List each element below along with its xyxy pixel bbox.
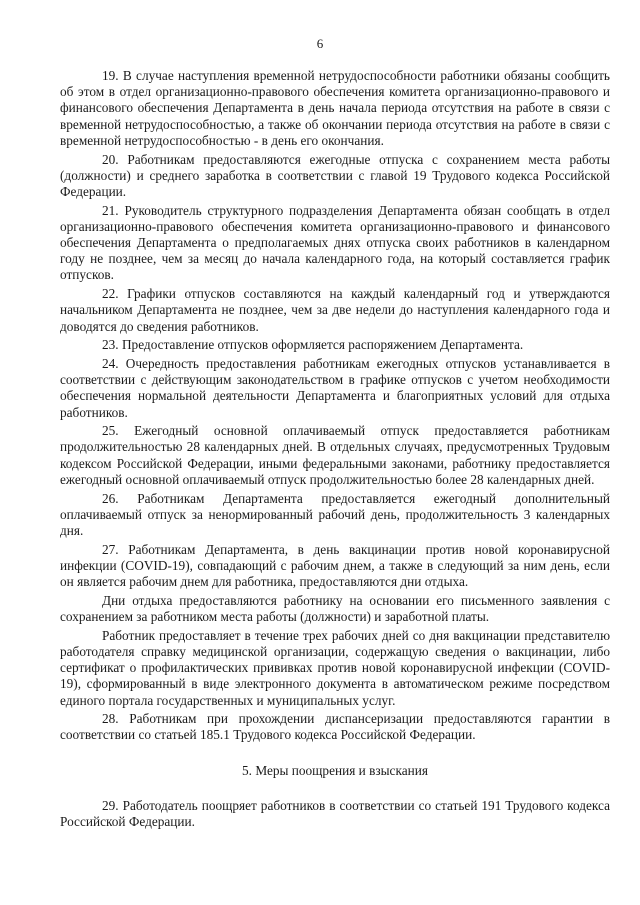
paragraph-29: 29. Работодатель поощряет работников в соответствии со статьей 191 Трудового кодекса Российской Федерации. xyxy=(60,797,610,830)
paragraph-24: 24. Очередность предоставления работникам ежегодных отпусков устанавливается в соответствии с действующим законодательством в графике отпусков с учетом необходимости обеспечения нормальной деятельности Департамента и благоприятных условий для отдыха работников. xyxy=(60,355,610,420)
paragraph-27-certificate: Работник предоставляет в течение трех рабочих дней со дня вакцинации представителю работодателя справку медицинской организации, содержащую сведения о вакцинации, либо сертификат о профилактических прививках против новой коронавирусной инфекции (COVID-19), сформированный в виде электронного документа в автоматическом режиме посредством единого портала государственных и муниципальных услуг. xyxy=(60,627,610,708)
paragraph-21: 21. Руководитель структурного подразделения Департамента обязан сообщать в отдел организационно-правового обеспечения комитета организационно-правового и финансового обеспечения Департамента о предполагаемых днях отпуска своих работников в календарном году не позднее, чем за месяц до начала календарного года, на который составляется график отпусков. xyxy=(60,202,610,283)
paragraph-22: 22. Графики отпусков составляются на каждый календарный год и утверждаются начальником Департамента не позднее, чем за две недели до наступления календарного года и доводятся до сведения работников. xyxy=(60,286,610,334)
page-number: 6 xyxy=(316,36,324,51)
paragraph-27: 27. Работникам Департамента, в день вакцинации против новой коронавирусной инфекции (COVID-19), совпадающий с рабочим днем, а также в следующий за ним день, если он является рабочим днем для работника, предоставляются дни отдыха. xyxy=(60,541,610,590)
paragraph-23: 23. Предоставление отпусков оформляется распоряжением Департамента. xyxy=(102,337,524,353)
paragraph-25: 25. Ежегодный основной оплачиваемый отпуск предоставляется работникам продолжительностью 28 календарных дней. В отдельных случаях, предусмотренных Трудовым кодексом Российской Федерации, иными федеральными законами, работнику предоставляется ежегодный основной оплачиваемый отпуск продолжительностью более 28 календарных дней. xyxy=(60,423,610,487)
paragraph-28: 28. Работникам при прохождении диспансеризации предоставляются гарантии в соответствии со статьей 185.1 Трудового кодекса Российской Федерации. xyxy=(60,711,610,743)
section-heading: 5. Меры поощрения и взыскания xyxy=(242,762,428,778)
document-body xyxy=(60,68,610,830)
paragraph-19: 19. В случае наступления временной нетрудоспособности работники обязаны сообщить об этом в отдел организационно-правового обеспечения комитета организационно-правового и финансового обеспечения Департамента в день начала периода отсутствия на работе в связи с временной нетрудоспособностью, а также об окончании периода отсутствия на работе в связи с временной нетрудоспособностью - в день его окончания. xyxy=(60,68,610,148)
paragraph-27-rest-days: Дни отдыха предоставляются работнику на основании его письменного заявления с сохранением за работником места работы (должности) и заработной платы. xyxy=(60,592,610,624)
paragraph-26: 26. Работникам Департамента предоставляется ежегодный дополнительный оплачиваемый отпуск за ненормированный рабочий день, продолжительность 3 календарных дня. xyxy=(60,490,610,538)
paragraph-20: 20. Работникам предоставляются ежегодные отпуска с сохранением места работы (должности) и среднего заработка в соответствии с главой 19 Трудового кодекса Российской Федерации. xyxy=(60,151,610,199)
